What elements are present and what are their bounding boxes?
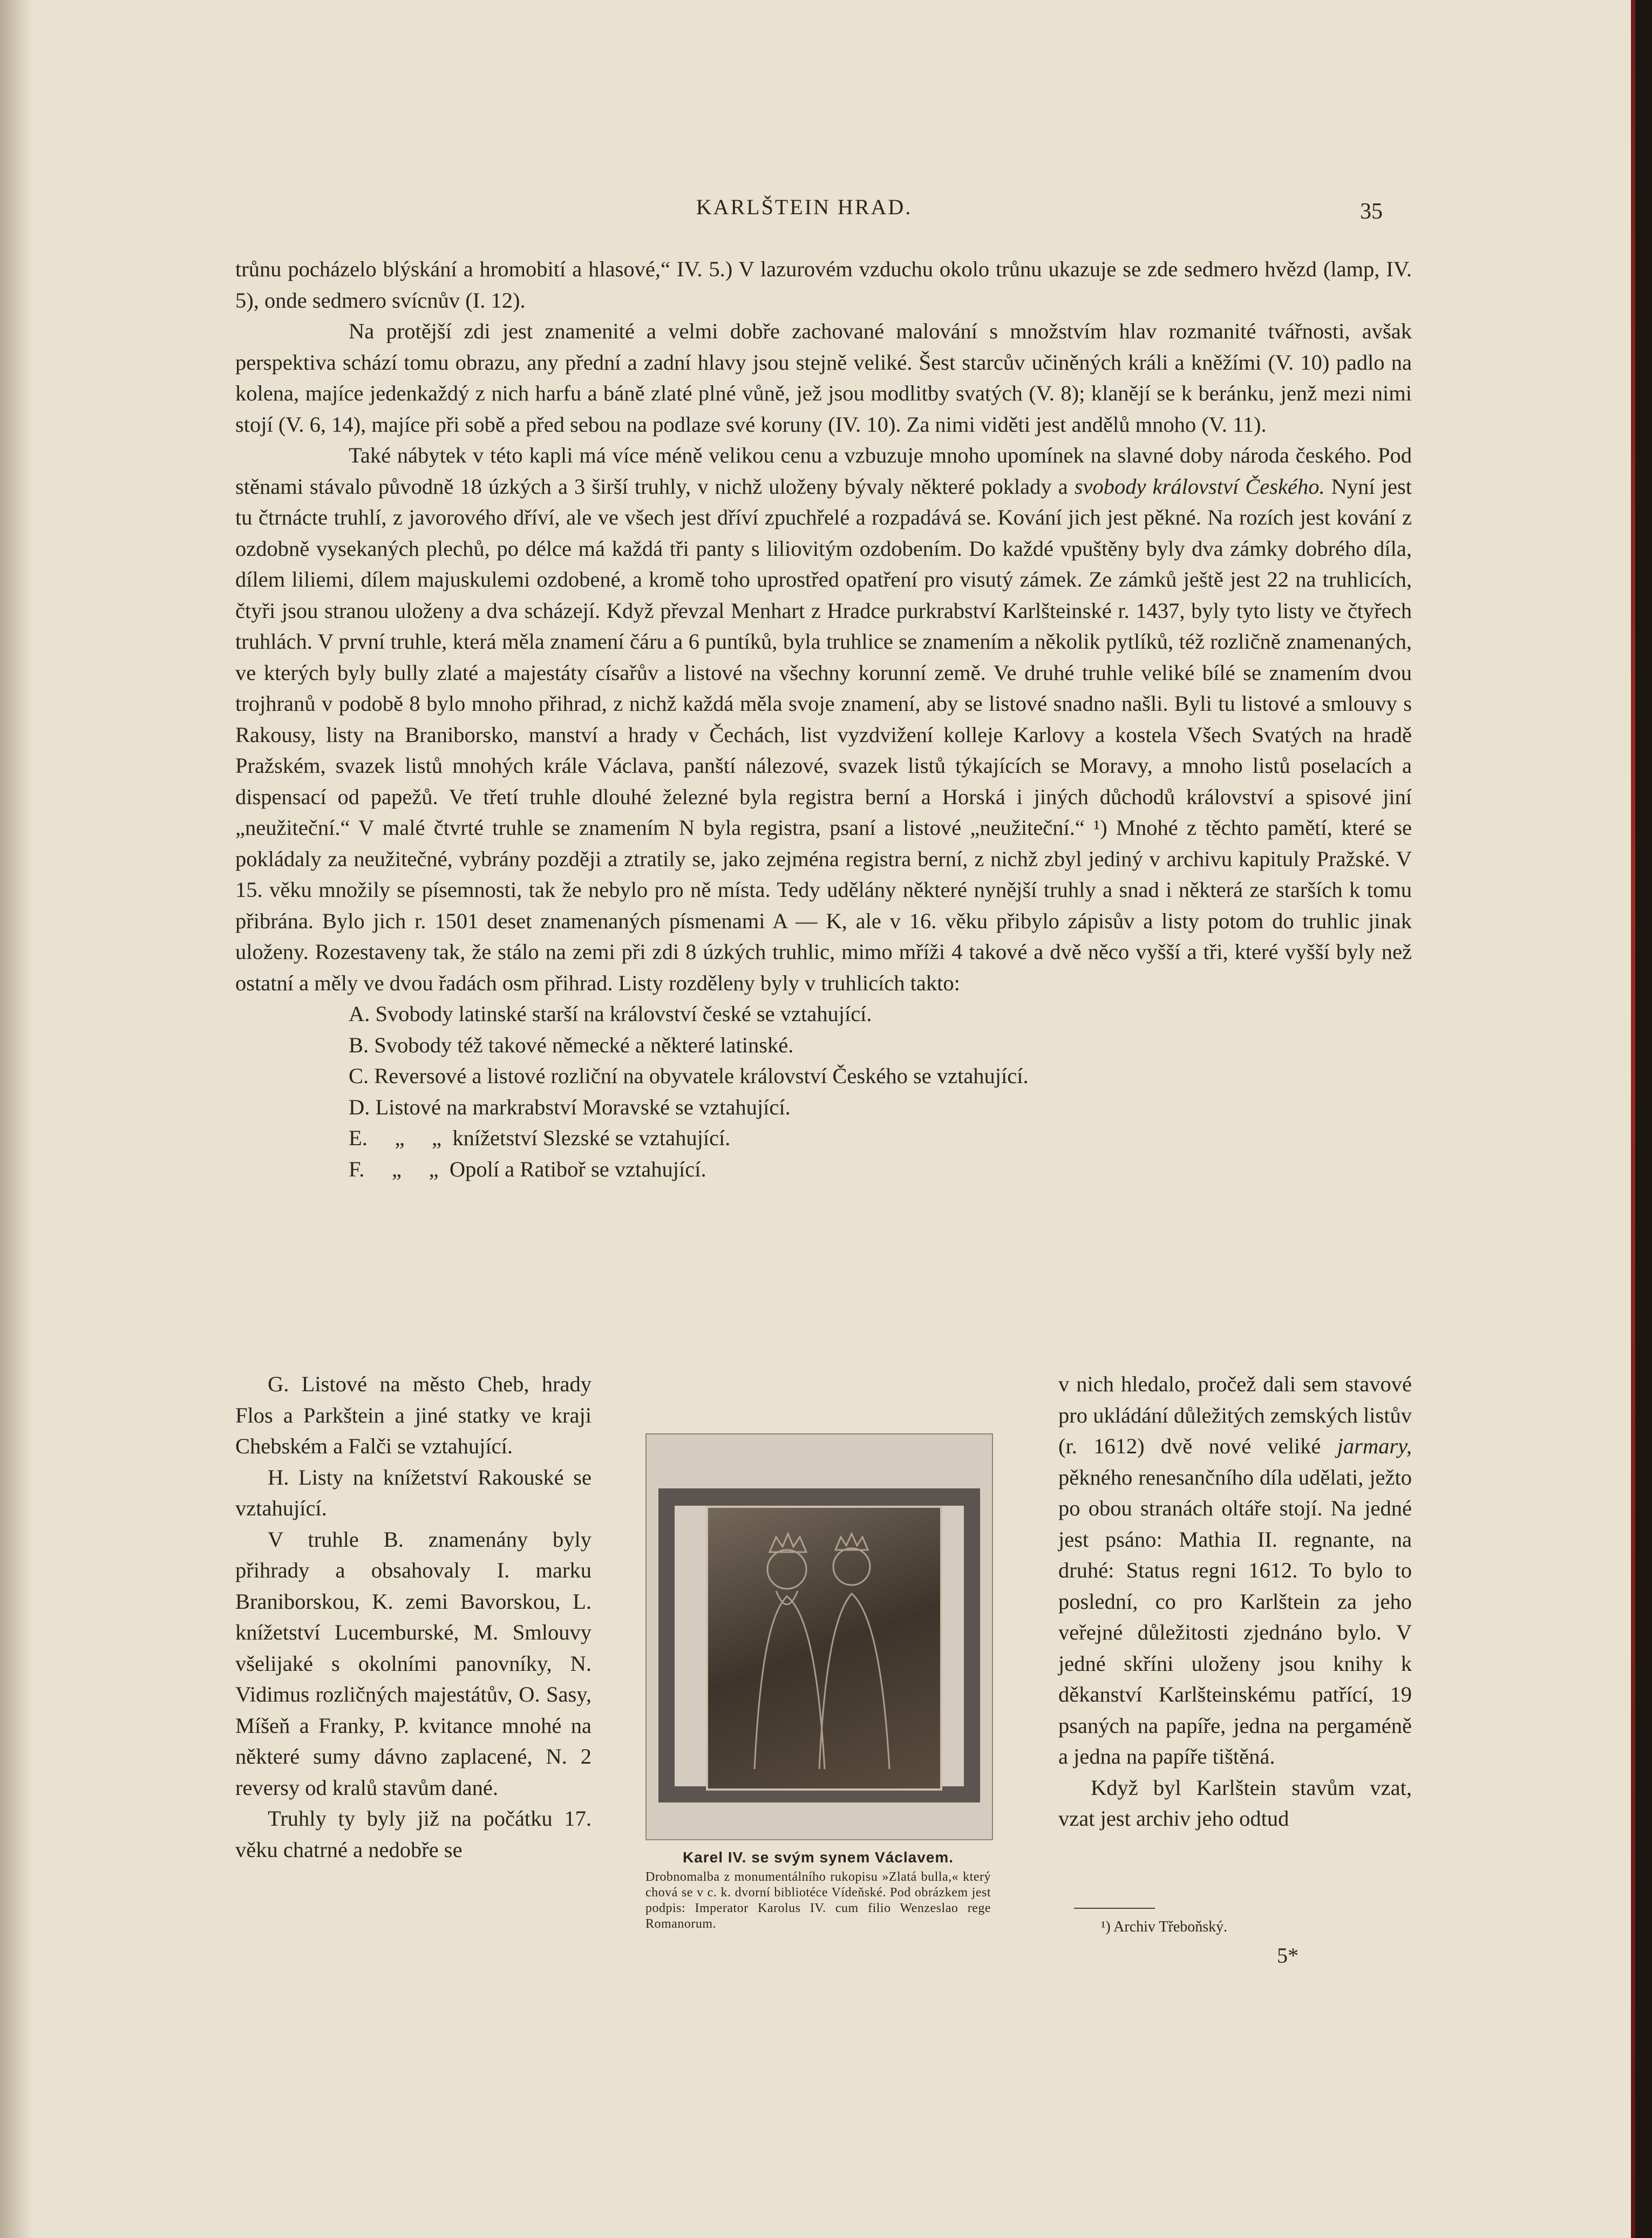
left-paragraph-4: Truhly ty byly již na počátku 17. věku chatrné a nedobře se — [235, 1806, 592, 1862]
italic-word: jarmary, — [1337, 1434, 1412, 1458]
king-robe — [819, 1594, 889, 1769]
list-item: C. Reversové a listové rozliční na obyvatele království Českého se vztahující. — [349, 1064, 1029, 1088]
right-paragraph-1 — [1058, 1369, 1412, 1772]
emperor-beard — [776, 1591, 798, 1604]
page-number: 35 — [1360, 199, 1383, 224]
signature-mark: 5* — [1277, 1943, 1299, 1968]
caption-text: Drobnomalba z monumentálního rukopisu »Zlatá bulla,« který chová se v c. k. dvorní bibliotéce Vídeňské. Pod obrázkem jest podpis: Imperator Karolus IV. cum filio Wenzeslao rege Romanorum. — [645, 1870, 991, 1931]
right-column — [1058, 1369, 1412, 1834]
illustration — [645, 1433, 1023, 1989]
right-paragraph-1-start: v nich hledalo, pročež dali sem stavové pro ukládání důležitých zemských listův (r. 1612) dvě nové veliké — [1058, 1372, 1412, 1458]
page-header — [0, 194, 1635, 227]
italic-phrase: svobody království Českého. — [1074, 474, 1325, 499]
spine-shadow — [0, 0, 32, 2238]
book-edge — [1635, 0, 1652, 2238]
paragraph-1: trůnu pocházelo blýskání a hromobití a hlasové,“ IV. 5.) V lazurovém vzduchu okolo trůnu ukazuje se zde sedmero hvězd (lamp, IV. 5), onde sedmero svícnův (I. 12). — [235, 257, 1412, 312]
paragraph-3 — [235, 440, 1412, 998]
paragraph-2: Na protější zdi jest znamenité a velmi dobře zachované malování s množstvím hlav rozmanité tvářnosti, avšak perspektiva schází tomu obrazu, any přední a zadní hlavy jsou stejně veliké. Šest starcův učiněných králi a kněžími (V. 10) padlo na kolena, majíce jedenkaždý z nich harfu a báně zlaté plné vůně, jež jsou modlitby svatých (V. 8); klanějí se k beránku, jenž mezi nimi stojí (V. 6, 14), majíce při sobě a před sebou na podlaze své koruny (IV. 10). Za nimi viděti jest andělů mnoho (V. 11). — [235, 319, 1412, 437]
main-text — [235, 254, 1412, 1185]
list-item: D. Listové na markrabství Moravské se vztahující. — [349, 1094, 791, 1119]
two-column-section — [235, 1369, 1412, 1984]
right-paragraph-1-rest: pěkného renesančního díla udělati, ježto po obou stranách oltáře stojí. Na jedné jest psáno: Mathia II. regnante, na druhé: Status regni 1612. To bylo to poslední, co pro Karlštein za jeho veřejné důležitosti zjednáno bylo. V jedné skříni uloženy jsou knihy k děkanství Karlšteinskému patřící, 19 psaných na papíře, jedna na pergaméně a jedna na papíře tištěná. — [1058, 1465, 1412, 1768]
list-item: F. „ „ Opolí a Ratiboř se vztahující. — [349, 1157, 706, 1181]
figures-sketch — [647, 1434, 992, 1839]
caption-title: Karel IV. se svým synem Václavem. — [682, 1849, 954, 1866]
running-title: KARLŠTEIN HRAD. — [696, 195, 913, 219]
book-edge-color — [1631, 0, 1635, 2238]
king-head — [833, 1548, 870, 1585]
footnote-rule — [1074, 1908, 1155, 1909]
figure-caption — [645, 1849, 991, 1932]
emperor-robe — [754, 1596, 825, 1769]
left-paragraph-3: V truhle B. znamenány byly přihrady a obsahovaly I. marku Braniborskou, K. zemi Bavorskou, L. knížetství Lucemburské, M. Smlouvy všelijaké s okolními panovníky, N. Vidimus rozličných majestátův, O. Sasy, Míšeň a Franky, P. kvitance mnohé na některé sumy dávno zaplacené, N. 2 reversy od kralů stavům dané. — [235, 1527, 592, 1800]
list-item: E. „ „ knížetství Slezské se vztahující. — [349, 1126, 731, 1150]
emperor-head — [767, 1550, 806, 1589]
paragraph-3-rest: Nyní jest tu čtrnácte truhlí, z javorového dříví, ale ve všech jest dříví zpuchřelé a rozpadává se. Kování jich jest pěkné. Na rozích jest kování z ozdobně vysekaných plechů, po délce má každá tři panty s liliovitým ozdobením. Do každé vpuštěny byly dva zámky dobrého díla, dílem liliemi, dílem majuskulemi ozdobené, a kromě toho uprostřed opatření pro visutý zámek. Ze zámků ještě jest 22 na truhlicích, čtyři jsou stranou uloženy a dva scházejí. Když převzal Menhart z Hradce purkrabství Karlšteinské r. 1437, byly tyto listy ve čtyřech truhlách. V první truhle, která měla znamení čáru a 6 puntíků, byla truhlice se znamením a několik pytlíků, též rozličně znamenaných, ve kterých byly bully zlaté a majestáty císařův a listové na všechny korunní země. Ve druhé truhle veliké bílé se znamením dvou trojhranů v podobě 8 bylo mnoho přihrad, z nichž každá měla svoje znamení, aby se listové snadno našli. Byli tu listové a smlouvy s Rakousy, listy na Braniborsko, manství a hrady v Čechách, list vyzdvižení kolleje Karlovy a kostela Všech Svatých na hradě Pražském, svazek listů mnohých krále Václava, panští nálezové, svazek listů týkajících se Moravy, a mnoho listů poselacích a dispensací od papežů. Ve třetí truhle dlouhé železné byla registra berní a Horská i jiných důchodů království a spisové jiní „neužiteční.“ V malé čtvrté truhle se znamením N byla registra, psaní a listové „neužiteční.“ ¹) Mnohé z těchto pamětí, které se pokládaly za neužitečné, vybrány později a ztratily se, jako zejména registra berní, z nichž zbyl jediný v archivu kapituly Pražské. V 15. věku množily se písemnosti, tak že nebylo pro ně místa. Tedy udělány některé nynější truhly a snad i některá ze starších k tomu přibrána. Bylo jich r. 1501 deset znamenaných písmenami A — K, ale v 16. věku přibylo zápisův a listy potom do truhlic jinak uloženy. Rozestaveny tak, že stálo na zemi při zdi 8 úzkých truhlic, mimo mříži 4 takové a dvě něco vyšší a tři, které vyšší byly než ostatní a měly ve dvou řadách osm přihrad. Listy rozděleny byly v truhlicích takto: — [235, 474, 1412, 995]
list-item: B. Svobody též takové německé a některé latinské. — [349, 1032, 794, 1057]
left-paragraph-1: G. Listové na město Cheb, hrady Flos a Parkštein a jiné statky ve kraji Chebském a Falči se vztahující. — [235, 1372, 592, 1458]
illustration-frame — [645, 1433, 993, 1840]
list-item: A. Svobody latinské starší na království české se vztahující. — [349, 1002, 872, 1026]
left-paragraph-2: H. Listy na knížetství Rakouské se vztahující. — [235, 1465, 592, 1520]
right-paragraph-2: Když byl Karlštein stavům vzat, vzat jest archiv jeho odtud — [1058, 1775, 1412, 1831]
chest-list — [235, 998, 1412, 1185]
left-column — [235, 1369, 592, 1865]
paragraph-3-start: Také nábytek v této kapli má více méně velikou cenu a vzbuzuje mnoho upomínek na slavné doby národa českého. Pod stěnami stávalo původně 18 úzkých a 3 širší truhly, v nichž uloženy bývaly některé poklady a — [235, 443, 1412, 499]
footnote: ¹) Archiv Třeboňský. — [1101, 1919, 1228, 1935]
